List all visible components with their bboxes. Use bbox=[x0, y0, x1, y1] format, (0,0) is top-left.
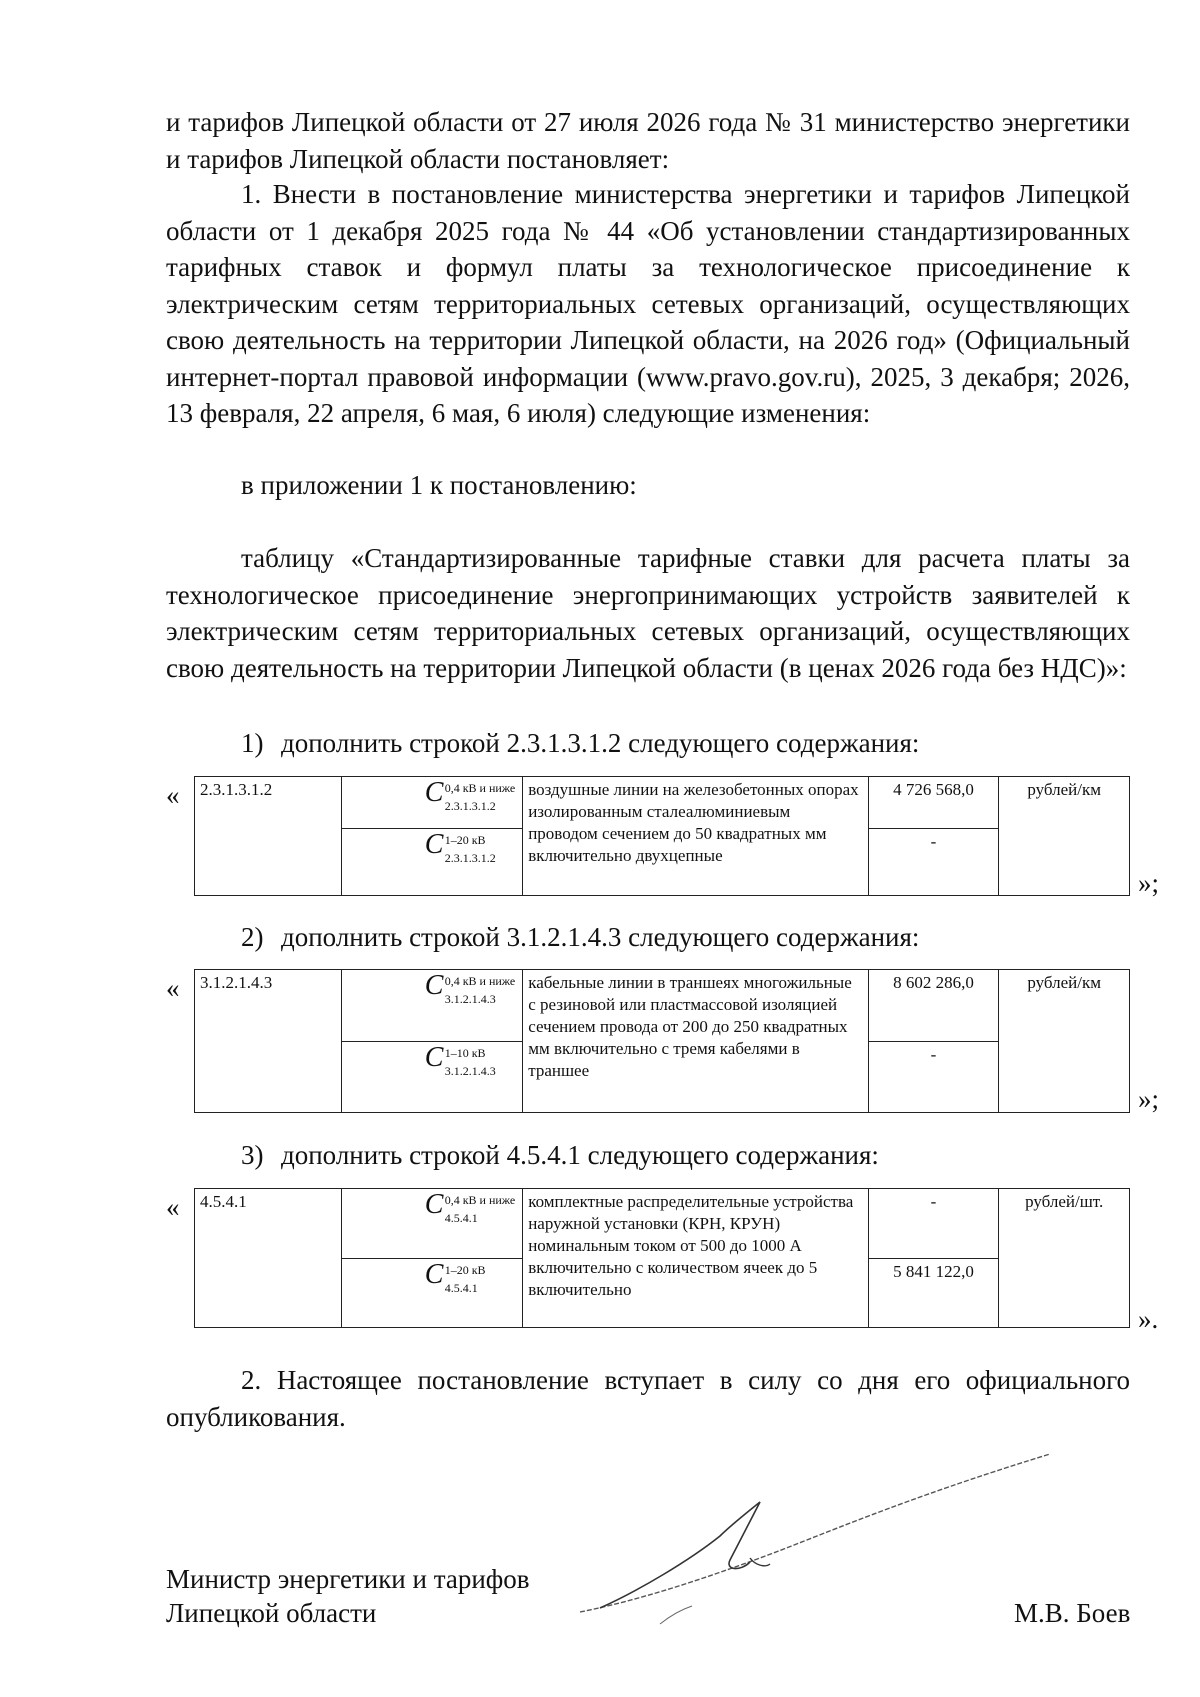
item-1-heading bbox=[241, 726, 919, 760]
value-mid-voltage: - bbox=[868, 829, 999, 896]
signatory-title-line-1: Министр энергетики и тарифов bbox=[166, 1564, 530, 1594]
item-text: дополнить строкой 4.5.4.1 следующего содержания: bbox=[281, 1140, 879, 1170]
rate-symbol-mid-voltage: C 1–10 кВ 3.1.2.1.4.3 bbox=[341, 1042, 522, 1113]
rate-symbol-low-voltage: C 0,4 кВ и ниже 4.5.4.1 bbox=[341, 1189, 522, 1259]
unit: рублей/шт. bbox=[999, 1189, 1130, 1328]
value-mid-voltage: 5 841 122,0 bbox=[868, 1259, 999, 1328]
rate-symbol-mid-voltage: C 1–20 кВ 4.5.4.1 bbox=[341, 1259, 522, 1328]
closing-quote: »; bbox=[1138, 1084, 1160, 1114]
row-description: кабельные линии в траншеях многожильные с резиновой или пластмассовой изоляцией сечением провода от 200 до 250 квадратных мм включительно с тремя кабелями в траншее bbox=[523, 970, 868, 1113]
row-description: воздушные линии на железобетонных опорах изолированным сталеалюминиевым проводом сечением до 50 квадратных мм включительно двухцепные bbox=[523, 777, 868, 896]
unit: рублей/км bbox=[999, 970, 1130, 1113]
value-mid-voltage: - bbox=[868, 1042, 999, 1113]
paragraph-table-title: таблицу «Стандартизированные тарифные ставки для расчета платы за технологическое присоединение энергопринимающих устройств заявителей к электрическим сетям территориальных сетевых организаций, осуществляющих свою деятельность на территории Липецкой области (в ценах 2026 года без НДС)»: bbox=[166, 543, 1130, 683]
value-low-voltage: - bbox=[868, 1189, 999, 1259]
item-3-heading bbox=[241, 1138, 879, 1172]
signatory-title bbox=[166, 1562, 530, 1630]
table-row-3-1-2-1-4-3 bbox=[194, 969, 1130, 1113]
opening-quote: « bbox=[166, 973, 180, 1003]
value-low-voltage: 8 602 286,0 bbox=[868, 970, 999, 1042]
item-text: дополнить строкой 2.3.1.3.1.2 следующего содержания: bbox=[281, 728, 920, 758]
table-row-4-5-4-1 bbox=[194, 1188, 1130, 1328]
paragraph-effective: 2. Настоящее постановление вступает в силу со дня его официального опубликования. bbox=[166, 1365, 1130, 1432]
paragraph-appendix: в приложении 1 к постановлению: bbox=[241, 470, 637, 500]
value-low-voltage: 4 726 568,0 bbox=[868, 777, 999, 829]
row-code: 4.5.4.1 bbox=[195, 1189, 342, 1328]
closing-quote: ». bbox=[1138, 1304, 1159, 1334]
item-2-heading bbox=[241, 920, 919, 954]
handwritten-signature bbox=[580, 1440, 1060, 1630]
item-number: 3) bbox=[241, 1140, 264, 1170]
paragraph-amend: 1. Внести в постановление министерства энергетики и тарифов Липецкой области от 1 декабря 2025 года № 44 «Об установлении стандартизированных тарифных ставок и формул платы за технологическое присоединение к электрическим сетям территориальных сетевых организаций, осуществляющих свою деятельность на территории Липецкой области, на 2026 год» (Официальный интернет-портал правовой информации (www.pravo.gov.ru), 2025, 3 декабря; 2026, 13 февраля, 22 апреля, 6 мая, 6 июля) следующие изменения: bbox=[166, 179, 1130, 428]
table-row-2-3-1-3-1-2 bbox=[194, 776, 1130, 896]
rate-symbol-mid-voltage: C 1–20 кВ 2.3.1.3.1.2 bbox=[341, 829, 522, 896]
rate-symbol-low-voltage: C 0,4 кВ и ниже 3.1.2.1.4.3 bbox=[341, 970, 522, 1042]
paragraph-intro: и тарифов Липецкой области от 27 июля 2026 года № 31 министерство энергетики и тарифов Липецкой области постановляет: bbox=[166, 107, 1130, 174]
item-number: 1) bbox=[241, 728, 264, 758]
closing-quote: »; bbox=[1138, 868, 1160, 898]
row-code: 3.1.2.1.4.3 bbox=[195, 970, 342, 1113]
signatory-title-line-2: Липецкой области bbox=[166, 1598, 377, 1628]
opening-quote: « bbox=[166, 1192, 180, 1222]
rate-symbol-low-voltage: C 0,4 кВ и ниже 2.3.1.3.1.2 bbox=[341, 777, 522, 829]
row-description: комплектные распределительные устройства наружной установки (КРН, КРУН) номинальным током от 500 до 1000 А включительно с количеством ячеек до 5 включительно bbox=[523, 1189, 868, 1328]
signatory-name: М.В. Боев bbox=[1014, 1598, 1131, 1628]
opening-quote: « bbox=[166, 780, 180, 810]
unit: рублей/км bbox=[999, 777, 1130, 896]
row-code: 2.3.1.3.1.2 bbox=[195, 777, 342, 896]
item-number: 2) bbox=[241, 922, 264, 952]
item-text: дополнить строкой 3.1.2.1.4.3 следующего содержания: bbox=[281, 922, 920, 952]
